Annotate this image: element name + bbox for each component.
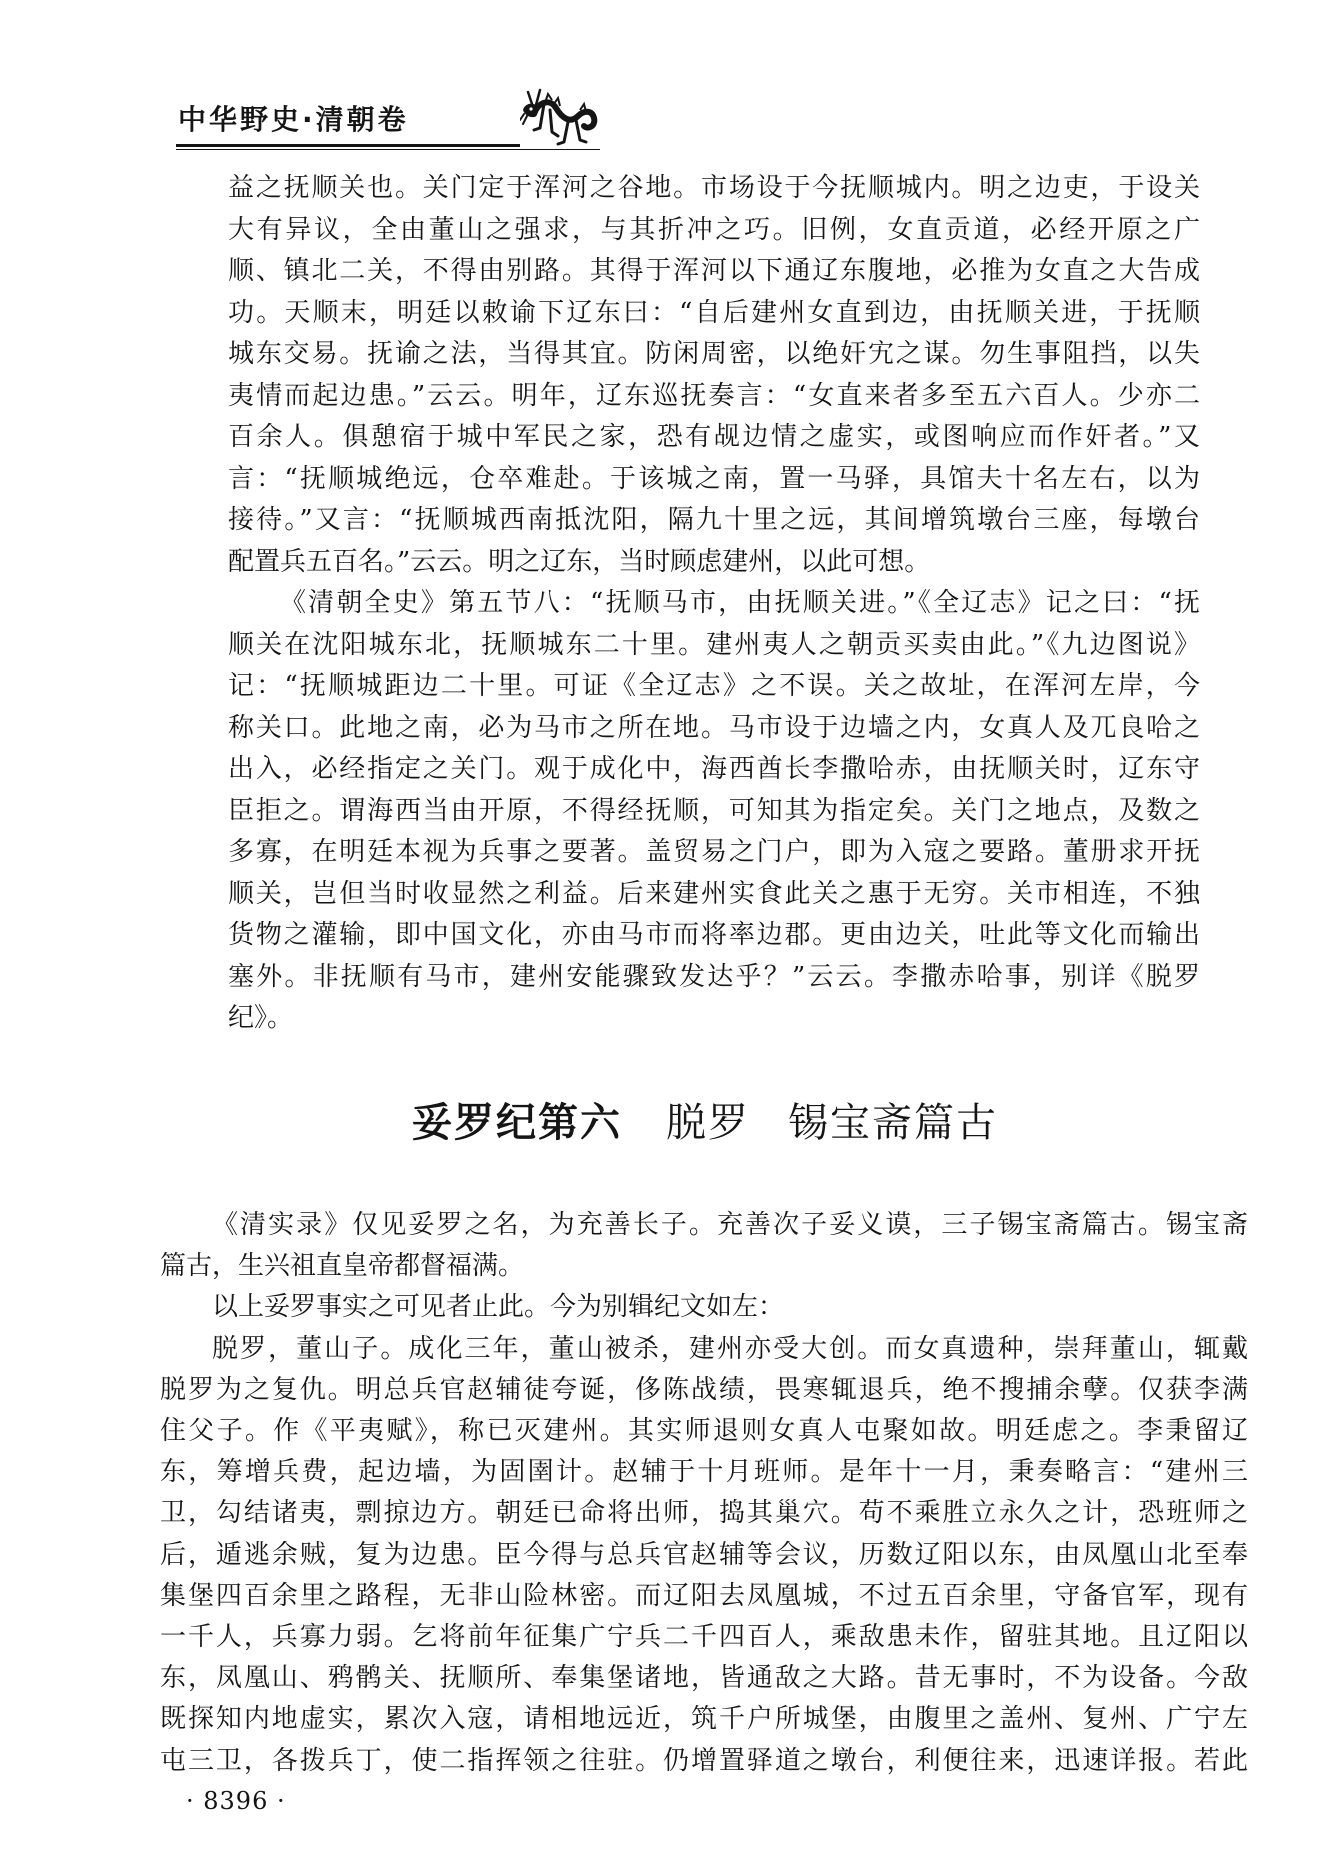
- text-line: 接待。”又言：“抚顺城西南抵沈阳，隔九十里之远，其间增筑墩台三座，每墩台: [228, 505, 1200, 535]
- text-line: 顺关在沈阳城东北，抚顺城东二十里。建州夷人之朝贡买卖由此。”《九边图说》: [228, 629, 1200, 660]
- text-line: 功。天顺末，明廷以敕谕下辽东曰：“自后建州女直到边，由抚顺关进，于抚顺: [228, 297, 1200, 328]
- text-line: 以上妥罗事实之可见者止此。今为别辑纪文如左：: [212, 1292, 785, 1323]
- paragraph: [228, 583, 1200, 1040]
- text-line: 脱罗为之复仇。明总兵官赵辅徒夸诞，侈陈战绩，畏寒辄退兵，绝不搜捕余孽。仅获李满: [160, 1374, 1248, 1405]
- text-line: 脱罗，董山子。成化三年，董山被杀，建州亦受大创。而女真遗种，崇拜董山，辄戴: [212, 1333, 1248, 1364]
- text-line: 配置兵五百名。”云云。明之辽东，当时顾虑建州，以此可想。: [228, 546, 931, 577]
- text-line: 既探知内地虚实，累次入寇，请相地远近，筑千户所城堡，由腹里之盖州、复州、广宁左: [160, 1704, 1248, 1735]
- text-line: 篇古，生兴祖直皇帝都督福满。: [160, 1251, 525, 1282]
- text-line: 卫，勾结诸夷，剽掠边方。朝廷已命将出师，捣其巢穴。苟不乘胜立永久之计，恐班师之: [160, 1498, 1248, 1529]
- text-line: 《清实录》仅见妥罗之名，为充善长子。充善次子妥义谟，三子锡宝斋篇古。锡宝斋: [212, 1210, 1248, 1240]
- paragraph: [160, 1329, 1248, 1782]
- text-line: 顺、镇北二关，不得由别路。其得于浑河以下通辽东腹地，必推为女直之大告成: [228, 256, 1200, 286]
- text-line: 纪》。: [228, 1003, 294, 1033]
- text-line: 城东交易。抚谕之法，当得其宜。防闲周密，以绝奸宄之谋。勿生事阻挡，以失: [228, 339, 1200, 369]
- text-line: 顺关，岂但当时收显然之利益。后来建州实食此关之惠于无穷。关市相连，不独: [228, 878, 1200, 909]
- section-title: 妥罗纪第六: [412, 1100, 622, 1146]
- text-line: 集堡四百余里之路程，无非山险林密。而辽阳去凤凰城，不过五百余里，守备官军，现有: [160, 1580, 1248, 1611]
- text-line: 百余人。俱憩宿于城中军民之家，恐有觇边情之虚实，或图响应而作奸者。”又: [228, 422, 1200, 452]
- text-line: 《清朝全史》第五节八：“抚顺马市，由抚顺关进。”《全辽志》记之曰：“抚: [280, 588, 1200, 618]
- text-line: 言：“抚顺城绝远，仓卒难赴。于该城之南，置一马驿，具馆夫十名左右，以为: [228, 463, 1200, 494]
- text-line: 东，筹增兵费，起边墙，为固圉计。赵辅于十月班师。是年十一月，秉奏略言：“建州三: [160, 1457, 1248, 1488]
- paragraph: [160, 1205, 1248, 1287]
- text-line: 货物之灌输，即中国文化，亦由马市而将率边郡。更由边关，吐此等文化而输出: [228, 920, 1200, 950]
- paragraph: [160, 1287, 1248, 1328]
- section-subtitle-2: 锡宝斋篇古: [788, 1100, 998, 1146]
- text-line: 东，凤凰山、鸦鹘关、抚顺所、奉集堡诸地，皆通敌之大路。昔无事时，不为设备。今敌: [160, 1663, 1248, 1694]
- text-line: 益之抚顺关也。关门定于浑河之谷地。市场设于今抚顺城内。明之边吏，于设关: [228, 173, 1200, 203]
- page-number: · 8396 ·: [186, 1787, 286, 1815]
- lower-text-block: [160, 1205, 1248, 1782]
- paragraph: [228, 168, 1200, 583]
- text-line: 称关口。此地之南，必为马市之所在地。马市设于边墙之内，女真人及兀良哈之: [228, 712, 1200, 743]
- dragon-logo: [520, 84, 600, 148]
- text-line: 出入，必经指定之关门。观于成化中，海西酋长李撒哈赤，由抚顺关时，辽东守: [228, 754, 1200, 784]
- text-line: 多寡，在明廷本视为兵事之要著。盖贸易之门户，即为入寇之要路。董册求开抚: [228, 837, 1200, 867]
- text-line: 后，遁逃余贼，复为边患。臣今得与总兵官赵辅等会议，历数辽阳以东，由凤凰山北至奉: [160, 1539, 1248, 1570]
- upper-text-block: [228, 168, 1200, 1040]
- running-header-title: 中华野史·清朝卷: [178, 103, 409, 136]
- text-line: 屯三卫，各拨兵丁，使二指挥领之往驻。仍增置驿道之墩台，利便往来，迅速详报。若此: [160, 1745, 1248, 1776]
- text-line: 记：“抚顺城距边二十里。可证《全辽志》之不误。关之故址，在浑河左岸，今: [228, 671, 1200, 701]
- text-line: 塞外。非抚顺有马市，建州安能骤致发达乎？”云云。李撒赤哈事，别详《脱罗: [228, 961, 1200, 992]
- text-line: 臣拒之。谓海西当由开原，不得经抚顺，可知其为指定矣。关门之地点，及数之: [228, 795, 1200, 826]
- section-heading: [412, 1098, 998, 1148]
- text-line: 住父子。作《平夷赋》，称已灭建州。其实师退则女真人屯聚如故。明廷虑之。李秉留辽: [160, 1416, 1248, 1447]
- dragon-icon: [520, 84, 600, 148]
- text-line: 一千人，兵寡力弱。乞将前年征集广宁兵二千四百人，乘敌患未作，留驻其地。且辽阳以: [160, 1622, 1248, 1653]
- text-line: 夷情而起边患。”云云。明年，辽东巡抚奏言：“女直来者多至五六百人。少亦二: [228, 380, 1200, 411]
- text-line: 大有异议，全由董山之强求，与其折冲之巧。旧例，女直贡道，必经开原之广: [228, 214, 1200, 245]
- section-subtitle-1: 脱罗: [666, 1100, 750, 1146]
